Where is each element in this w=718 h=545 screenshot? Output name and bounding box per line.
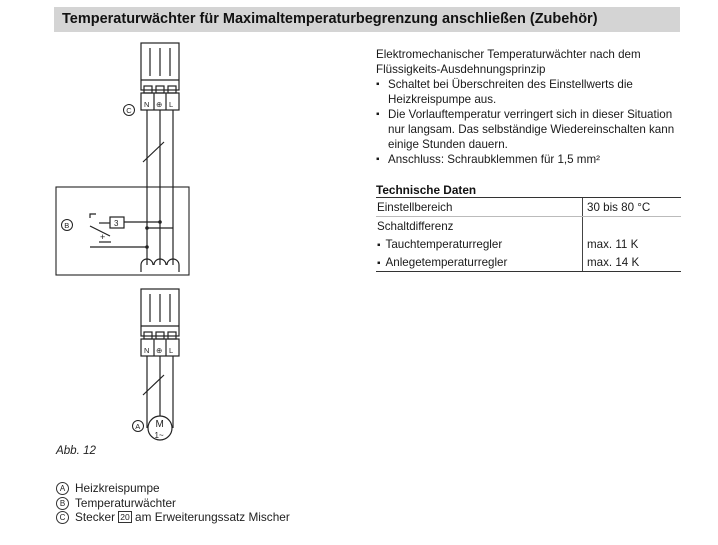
row-label-cell <box>376 253 583 272</box>
upper-terminal-l: L <box>169 100 174 109</box>
legend-text-b: Temperaturwächter <box>75 495 176 510</box>
row-value: max. 14 K <box>583 253 682 272</box>
motor-phase: 1~ <box>154 431 164 440</box>
legend-text-c-after: am Erweiterungssatz Mischer <box>135 510 290 524</box>
row-label: ▪ Anlegetemperaturregler <box>377 256 507 269</box>
marker-c-label: C <box>126 106 132 115</box>
table-row <box>376 253 681 272</box>
description-list <box>376 77 686 167</box>
marker-b-label: B <box>64 221 70 230</box>
upper-switch-slash <box>143 142 164 162</box>
upper-terminal-n: N <box>144 100 150 109</box>
thermostat-box <box>56 187 189 275</box>
table-row <box>376 235 681 253</box>
lower-terminal-l: L <box>169 346 174 355</box>
description-bullet-3: ▪ Anschluss: Schraubklemmen für 1,5 mm² <box>376 152 686 167</box>
row-value <box>583 217 682 236</box>
row-label: Einstellbereich <box>376 198 583 217</box>
table-row <box>376 198 681 217</box>
tech-data-table <box>376 197 681 272</box>
upper-terminal-pe: ⊕ <box>156 100 163 109</box>
legend-text-c: Stecker <box>75 510 115 524</box>
page-title: Temperaturwächter für Maximaltemperaturbegrenzung anschließen (Zubehör) <box>62 11 598 27</box>
row-label: Schaltdifferenz <box>377 219 454 233</box>
lower-switch-slash <box>143 375 164 395</box>
row-value: 30 bis 80 °C <box>583 198 682 217</box>
description <box>376 47 686 167</box>
lower-terminal-n: N <box>144 346 150 355</box>
figure-caption: Abb. 12 <box>56 444 96 457</box>
description-bullet-1: ▪ Schaltet bei Überschreiten des Einstellwerts die Heizkreispumpe aus. <box>376 77 686 107</box>
plug-number-box: 20 <box>120 512 130 522</box>
row-label-cell <box>376 235 583 253</box>
legend-marker-b: B <box>56 497 69 510</box>
sensor-number: 3 <box>114 219 119 228</box>
legend-item-c <box>56 510 290 525</box>
marker-a-label: A <box>135 422 141 431</box>
plus-sign: + <box>100 232 106 242</box>
motor-label: M <box>155 419 164 430</box>
lower-terminal-pe: ⊕ <box>156 346 163 355</box>
table-row <box>376 217 681 236</box>
description-intro: Elektromechanischer Temperaturwächter nach dem Flüssigkeits-Ausdehnungsprinzip <box>376 48 641 76</box>
row-value: max. 11 K <box>583 235 682 253</box>
row-label: ▪ Tauchtemperaturregler <box>377 238 502 251</box>
legend <box>56 481 290 525</box>
tech-data-title: Technische Daten <box>376 183 477 197</box>
legend-item-b <box>56 496 290 511</box>
legend-marker-c: C <box>56 511 69 524</box>
legend-text-a: Heizkreispumpe <box>75 481 160 495</box>
description-bullet-2: ▪ Die Vorlauftemperatur verringert sich in dieser Situation nur langsam. Das selbständige Wiedereinschalten kann einige Stunden dauern. <box>376 107 686 152</box>
legend-marker-a: A <box>56 482 69 495</box>
legend-item-a <box>56 481 290 496</box>
